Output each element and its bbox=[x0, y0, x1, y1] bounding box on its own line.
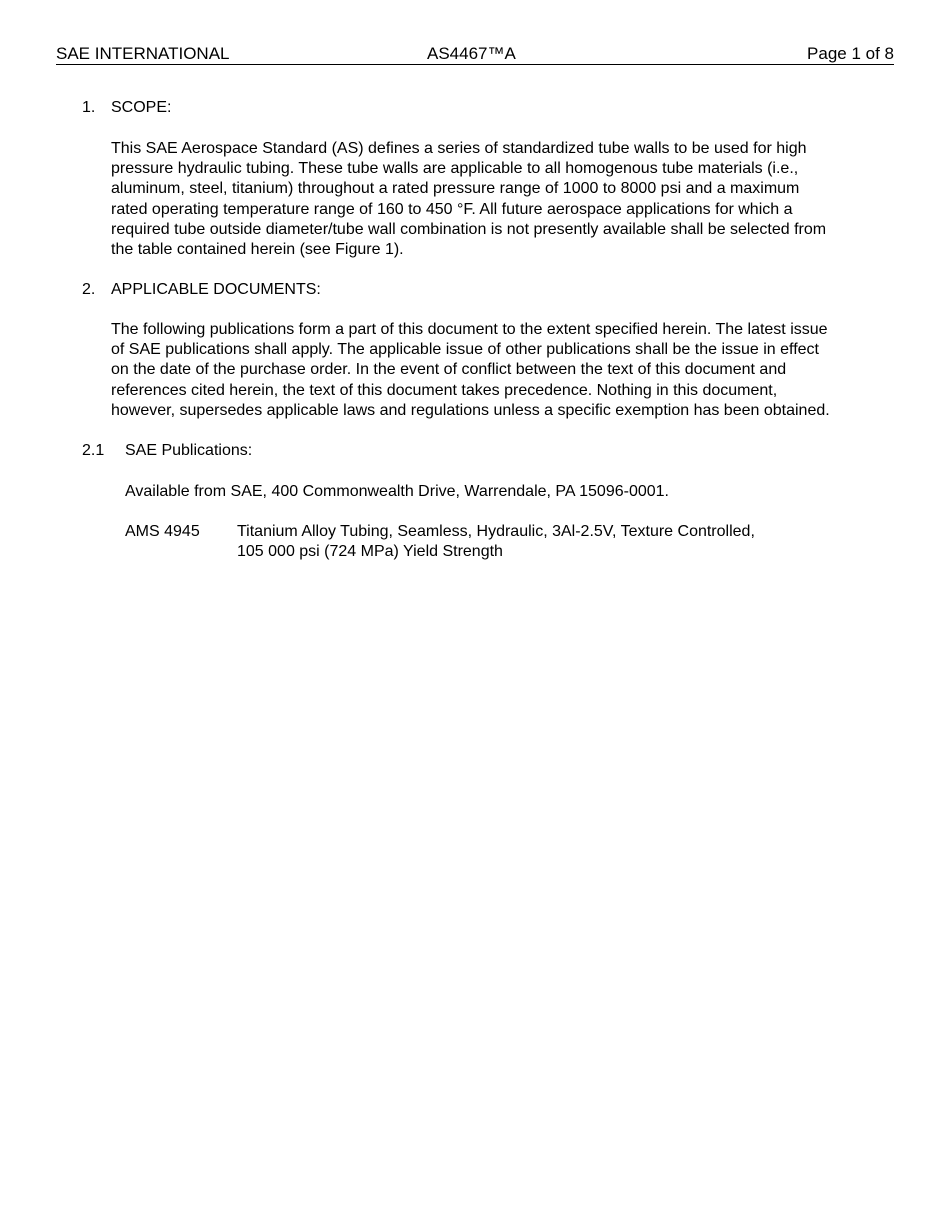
applicable-line: of SAE publications shall apply. The applicable issue of other publications shall be the issue in effect bbox=[111, 341, 819, 359]
applicable-line: however, supersedes applicable laws and regulations unless a specific exemption has been obtained. bbox=[111, 401, 830, 419]
scope-line: required tube outside diameter/tube wall combination is not presently available shall be selected from bbox=[111, 220, 827, 238]
section-2-title: APPLICABLE DOCUMENTS: bbox=[111, 281, 321, 298]
applicable-line: references cited herein, the text of this document takes precedence. Nothing in this document, bbox=[111, 381, 778, 399]
applicable-line: The following publications form a part of this document to the extent specified herein. The latest issue bbox=[111, 321, 828, 338]
header-doc-id: AS4467™A bbox=[427, 44, 516, 63]
reference-title-line: 105 000 psi (724 MPa) Yield Strength bbox=[237, 543, 503, 561]
scope-line: the table contained herein (see Figure 1). bbox=[111, 241, 404, 259]
scope-line: aluminum, steel, titanium) throughout a rated pressure range of 1000 to 8000 psi and a maximum bbox=[111, 180, 800, 198]
header-page-number: Page 1 of 8 bbox=[807, 44, 894, 63]
section-1-heading bbox=[82, 98, 95, 118]
reference-id: AMS 4945 bbox=[125, 523, 200, 540]
applicable-line: on the date of the purchase order. In the event of conflict between the text of this document and bbox=[111, 361, 787, 379]
section-2-1-title: SAE Publications: bbox=[125, 442, 253, 459]
header-org: SAE INTERNATIONAL bbox=[56, 44, 230, 63]
scope-line: pressure hydraulic tubing. These tube walls are applicable to all homogenous tube materials (i.e., bbox=[111, 160, 799, 178]
sae-availability: Available from SAE, 400 Commonwealth Drive, Warrendale, PA 15096-0001. bbox=[125, 483, 669, 500]
applicable-paragraph bbox=[111, 320, 830, 421]
section-2-1-number: 2.1 bbox=[82, 442, 105, 459]
scope-line: This SAE Aerospace Standard (AS) defines a series of standardized tube walls to be used for high bbox=[111, 140, 807, 157]
section-2-number: 2. bbox=[82, 281, 96, 298]
section-number: 1. bbox=[82, 99, 96, 116]
reference-title bbox=[237, 522, 755, 562]
reference-title-line: Titanium Alloy Tubing, Seamless, Hydraulic, 3Al-2.5V, Texture Controlled, bbox=[237, 523, 755, 540]
page-header bbox=[56, 44, 894, 65]
scope-paragraph bbox=[111, 139, 826, 260]
section-1-title: SCOPE: bbox=[111, 99, 172, 116]
scope-line: rated operating temperature range of 160 to 450 °F. All future aerospace applications for which a bbox=[111, 200, 793, 218]
